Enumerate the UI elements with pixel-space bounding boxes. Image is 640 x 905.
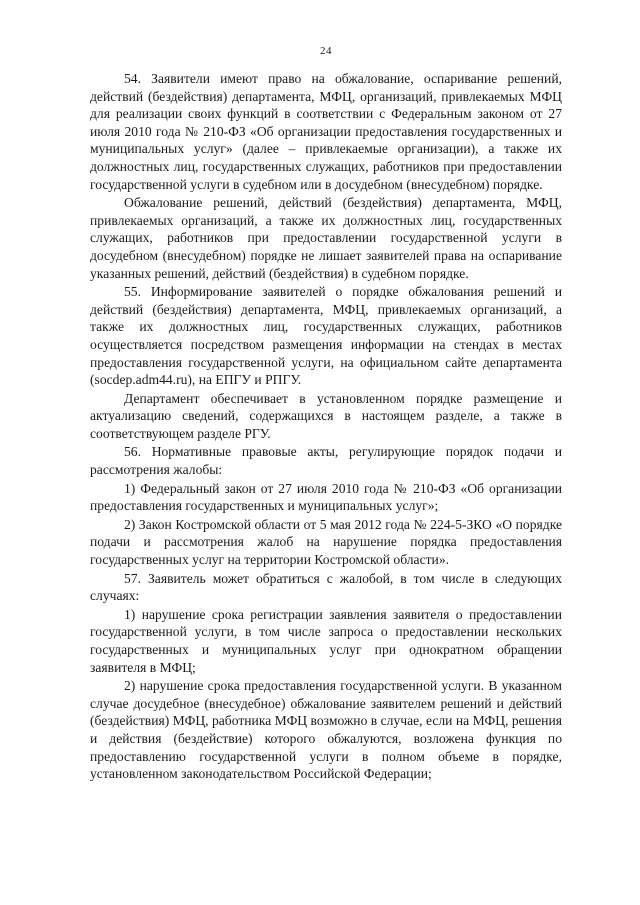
paragraph-department-info: Департамент обеспечивает в установленном порядке размещение и актуализацию сведений, содержащихся в настоящем разделе, а также в соответствующем разделе РГУ.: [90, 390, 562, 441]
paragraph-56: 56. Нормативные правовые акты, регулирующие порядок подачи и рассмотрения жалобы:: [90, 444, 562, 478]
list-item-57-2: 2) нарушение срока предоставления государственной услуги. В указанном случае досудебное (внесудебное) обжалование заявителем решений и действий (бездействия) МФЦ, работника МФЦ возможно в случае, если на МФЦ, решения и действия (бездействие) которого обжалуются, возложена функция по предоставлению государственной услуги в полном объеме в порядке, установленном законодательством Российской Федерации;: [90, 678, 562, 782]
paragraph-54: 54. Заявители имеют право на обжалование, оспаривание решений, действий (бездействия) департамента, МФЦ, организаций, привлекаемых МФЦ для реализации своих функций в соответствии с Федеральным законом от 27 июля 2010 года № 210-ФЗ «Об организации предоставления государственных и муниципальных услуг» (далее – привлекаемые организации), а также их должностных лиц, государственных служащих, работников при предоставлении государственной услуги в судебном или в досудебном (внесудебном) порядке.: [90, 71, 562, 192]
page-number: 24: [320, 45, 332, 57]
list-item-57-1: 1) нарушение срока регистрации заявления заявителя о предоставлении государственной услуги, в том числе запроса о предоставлении нескольких государственных и муниципальных услуг при однократном обращении заявителя в МФЦ;: [90, 606, 562, 675]
document-body: [90, 70, 562, 783]
list-item-56-2: 2) Закон Костромской области от 5 мая 2012 года № 224-5-ЗКО «О порядке подачи и рассмотрения жалоб на нарушение порядка предоставления государственных услуг на территории Костромской области».: [90, 516, 562, 568]
paragraph-55: 55. Информирование заявителей о порядке обжалования решений и действий (бездействия) департамента, МФЦ, привлекаемых организаций, а также их должностных лиц, государственных служащих, работников осуществляется посредством размещения информации на стендах в местах предоставления государственной услуги, на официальном сайте департамента (socdep.adm44.ru), на ЕПГУ и РПГУ.: [90, 284, 562, 388]
document-page: [90, 0, 562, 905]
paragraph-appeal-court: Обжалование решений, действий (бездействия) департамента, МФЦ, привлекаемых организаций, а также их должностных лиц, государственных служащих, работников при предоставлении государственной услуги в досудебном (внесудебном) порядке не лишает заявителей права на оспаривание указанных решений, действий (бездействия) в судебном порядке.: [90, 195, 562, 281]
paragraph-57: 57. Заявитель может обратиться с жалобой, в том числе в следующих случаях:: [90, 570, 562, 604]
list-item-56-1: 1) Федеральный закон от 27 июля 2010 года № 210-ФЗ «Об организации предоставления государственных и муниципальных услуг»;: [90, 480, 562, 514]
